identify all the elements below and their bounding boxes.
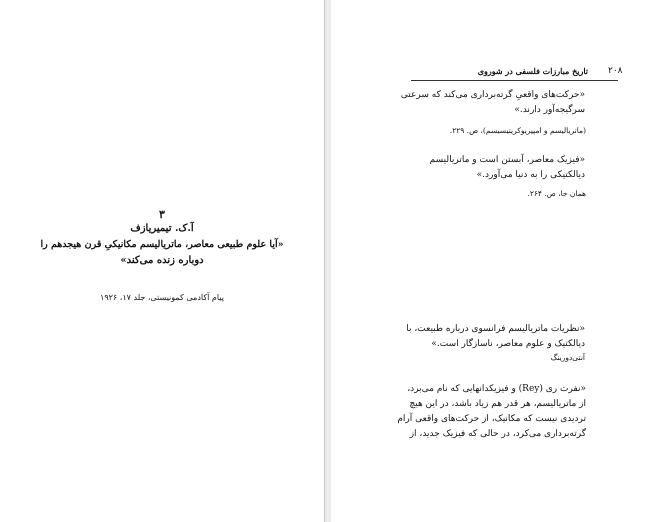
chapter-author: آ.ک. تیمیریازف xyxy=(130,223,194,234)
chapter-title-line-2: دوباره زنده می‌کند» xyxy=(120,255,204,266)
epigraph-author: آنتی‌دورینگ xyxy=(550,353,585,362)
reference-2: همان جا، ص. ۲۶۴. xyxy=(527,189,586,198)
right-page xyxy=(331,0,658,522)
body-line: تردیدی نیست که مکانیک، از حرکت‌های واقعی آرام xyxy=(397,414,586,424)
running-title: تاریخ مبارزات فلسفی در شوروی xyxy=(477,66,588,76)
body-paragraph xyxy=(386,382,586,442)
epigraph-line: دیالکتیک و علوم معاصر، ناسازگار است.» xyxy=(431,339,585,349)
body-line: گرته‌برداری می‌کرد، در حالی که فیزیک جدید، از xyxy=(409,429,586,439)
page-number: ۲۰۸ xyxy=(608,66,623,76)
epigraph xyxy=(385,322,585,352)
quote-1-line: «حرکت‌های واقعیِ گرته‌برداری می‌کند که سرعتی xyxy=(400,90,585,100)
quote-2-line: دیالکتیکی را به دنیا می‌آورد.» xyxy=(476,170,585,180)
body-line: «نفرت ری (Rey) و فیزیکدانهایی که نام می‌برد، xyxy=(407,384,586,394)
epigraph-line: «نظریات ماتریالیسم فرانسوی درباره طبیعت، با xyxy=(406,324,585,334)
chapter-title-line-1: «آیا علوم طبیعی معاصر، ماتریالیسم مکانیکیِ قرن هیجدهم را xyxy=(40,239,284,250)
quote-1 xyxy=(385,88,585,118)
chapter-source: پیام آکادمی کمونیستی، جلد ۱۷، ۱۹۲۶ xyxy=(100,293,224,302)
chapter-number: ۳ xyxy=(159,208,165,221)
quote-2-line: «فیزیک معاصر، آبستن است و ماتریالیسم xyxy=(429,155,585,165)
body-line: از ماتریالیسم، هر قدر هم زیاد باشد، در این هیچ xyxy=(409,399,586,409)
header-rule xyxy=(411,80,618,81)
page-edge-left xyxy=(324,0,325,522)
quote-1-line: سرگیجه‌آور دارند.» xyxy=(514,105,585,115)
quote-2 xyxy=(385,153,585,183)
reference-1: (ماتریالیسم و امپیریوکریتیسیسم)، ص. ۲۲۹. xyxy=(449,126,586,135)
